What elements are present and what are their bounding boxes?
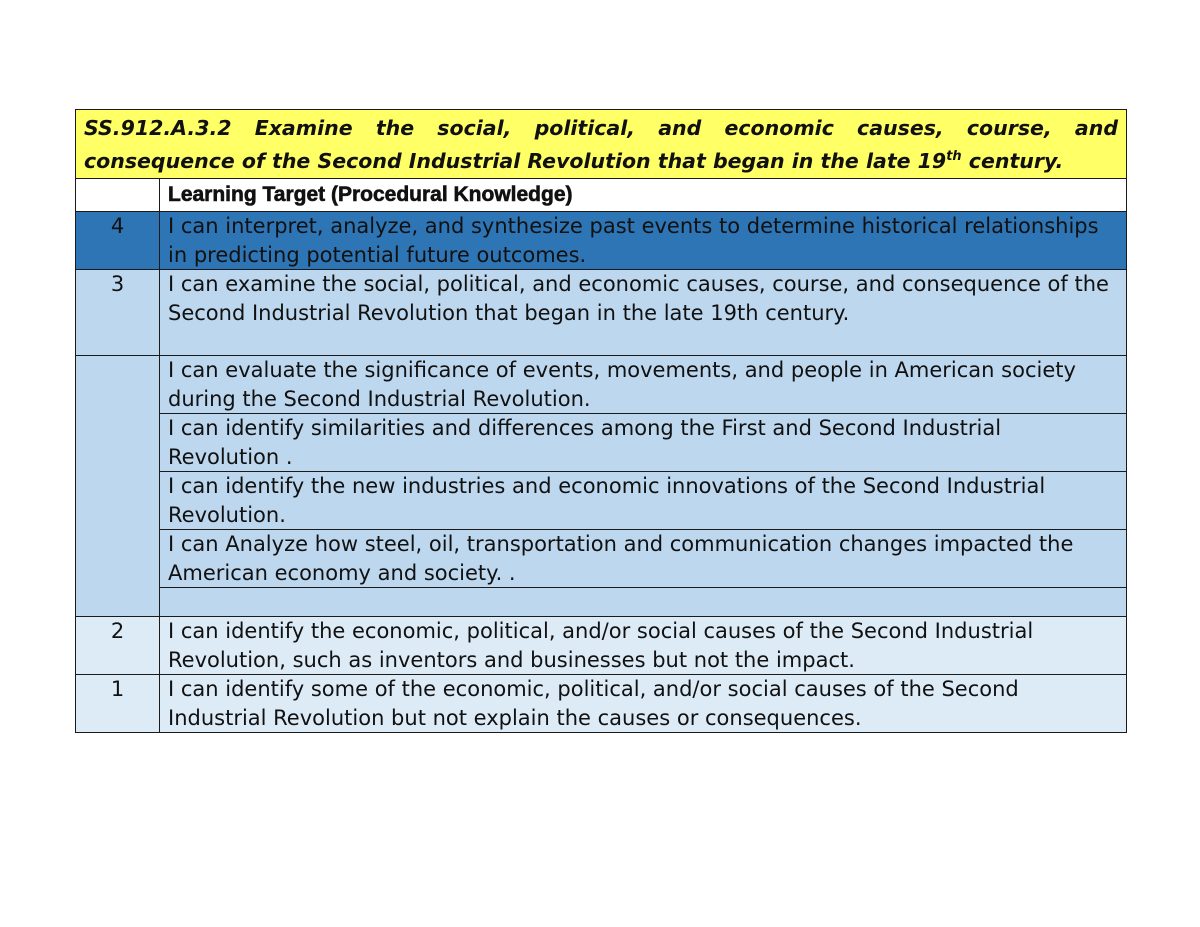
standard-ending: century. (961, 149, 1064, 173)
table-row-sub-target (76, 530, 1127, 588)
target-cell: I can identify some of the economic, political, and/or social causes of the Second Industrial Revolution but not explain the causes or consequences. (160, 675, 1127, 733)
sub-target-score-cell (76, 356, 160, 617)
score-cell: 4 (76, 212, 160, 270)
table-row-blank (76, 588, 1127, 617)
learning-target-header: Learning Target (Procedural Knowledge) (160, 179, 1127, 212)
standard-superscript: th (946, 149, 962, 165)
target-cell: I can identify the economic, political, and/or social causes of the Second Industrial Revolution, such as inventors and businesses but not the impact. (160, 617, 1127, 675)
score-cell: 3 (76, 270, 160, 356)
score-cell: 1 (76, 675, 160, 733)
header-row (76, 179, 1127, 212)
table-row-score-3 (76, 270, 1127, 356)
target-cell: I can interpret, analyze, and synthesize past events to determine historical relationships in predicting potential future outcomes. (160, 212, 1127, 270)
sub-target-cell: I can evaluate the significance of events, movements, and people in American society during the Second Industrial Revolution. (160, 356, 1127, 414)
target-cell: I can examine the social, political, and economic causes, course, and consequence of the Second Industrial Revolution that began in the late 19th century. (160, 270, 1127, 356)
standard-text: SS.912.A.3.2 Examine the social, political, and economic causes, course, and consequence of the Second Industrial Revolution that began in the late 19 (84, 116, 1119, 173)
score-cell: 2 (76, 617, 160, 675)
sub-target-cell: I can Analyze how steel, oil, transportation and communication changes impacted the American economy and society. . (160, 530, 1127, 588)
table-row-sub-target (76, 414, 1127, 472)
standard-cell (76, 110, 1127, 179)
blank-target-cell (160, 588, 1127, 617)
table-row-sub-target (76, 472, 1127, 530)
table-row-sub-target (76, 356, 1127, 414)
table-row-score-1 (76, 675, 1127, 733)
table-row-score-2 (76, 617, 1127, 675)
learning-scale-table (75, 109, 1127, 733)
table-row-score-4 (76, 212, 1127, 270)
sub-target-cell: I can identify similarities and differences among the First and Second Industrial Revolution . (160, 414, 1127, 472)
sub-target-cell: I can identify the new industries and economic innovations of the Second Industrial Revolution. (160, 472, 1127, 530)
header-score-cell (76, 179, 160, 212)
standard-row (76, 110, 1127, 179)
